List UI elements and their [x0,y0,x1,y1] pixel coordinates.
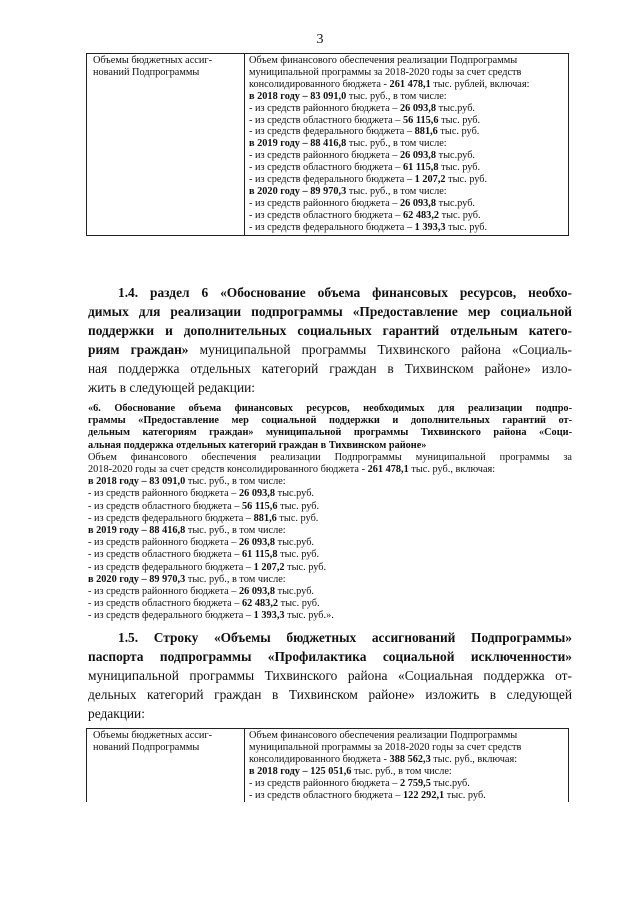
item-value: 26 093,8 [238,488,276,500]
item-value: 2 759,5 [399,777,431,789]
total-value: 388 562,3 [389,753,431,765]
budget-item [88,537,572,549]
para-line: редакции: [88,706,145,721]
label-line: нований Подпрограммы [93,66,200,78]
paragraph-1-4 [88,283,572,397]
total-suffix: тыс. рублей, включая: [430,78,530,90]
year-label: в 2020 году – [88,573,150,585]
year-line [249,138,565,150]
budget-item [88,501,572,513]
item-unit: тыс.руб. [436,102,476,114]
table-value-cell [245,54,569,236]
table-value-cell [245,729,569,803]
item-unit: тыс. руб. [277,549,320,561]
page-number: 3 [316,32,324,47]
budget-table-1 [86,53,569,236]
item-text: - из средств федерального бюджета – [88,561,254,573]
item-unit: тыс. руб. [445,174,488,186]
item-unit: тыс. руб. [437,126,480,138]
total-line [249,79,565,91]
quote-body-line [88,464,572,476]
item-value: 62 483,2 [242,598,279,610]
body-text: 2018-2020 годы за счет средств консолидированного бюджета - [88,464,368,476]
label-line: Объемы бюджетных ассиг- [93,730,213,741]
item-text: - из средств районного бюджета – [249,197,400,209]
paragraph-1-5 [88,628,572,723]
year-total: 88 416,8 [310,138,347,150]
item-text: - из средств областного бюджета – [88,598,243,610]
item-unit: тыс. руб. [445,221,488,233]
item-value: 56 115,6 [403,114,439,126]
total-suffix: тыс. руб., включая: [408,464,496,476]
item-value: 1 393,3 [414,221,446,233]
para-line: ная поддержка отдельных категорий граждан в Тихвинском районе» изло- [88,361,572,376]
year-total: 125 051,6 [310,765,352,777]
para-line: жить в следующей редакции: [88,380,256,395]
para-line [88,340,572,359]
total-suffix: тыс. руб., включая: [430,753,518,765]
year-line [88,574,572,586]
year-total: 83 091,0 [149,476,186,488]
intro-line: муниципальной программы за 2018-2020 годы за счет средств [249,66,522,78]
year-label: в 2019 году – [88,525,150,537]
year-line [88,476,572,488]
quote-heading-line: граммы «Предоставление мер социальной поддержки и дополнительных гарантий от- [88,415,572,427]
para-line: муниципальной программы Тихвинского района «Социальная поддержка от- [88,668,572,683]
budget-item [88,488,572,500]
para-line: димых для реализации подпрограммы «Предоставление мер социальной [88,304,572,319]
item-value: 61 115,8 [403,162,439,174]
item-value: 122 292,1 [403,789,445,801]
item-text: - из средств областного бюджета – [88,500,243,512]
para-line: поддержки и дополнительных социальных гарантий отдельным катего- [88,323,572,338]
item-unit: тыс.руб. [275,537,315,549]
item-text: - из средств федерального бюджета – [88,610,254,622]
item-text: - из средств областного бюджета – [88,549,243,561]
item-value: 881,6 [414,126,438,138]
item-value: 26 093,8 [238,586,276,598]
item-unit: тыс. руб. [438,162,481,174]
year-total: 89 970,3 [149,573,186,585]
intro-line: Объем финансового обеспечения реализации Подпрограммы [249,55,518,66]
total-value: 261 478,1 [367,464,409,476]
budget-item [88,513,572,525]
year-line [249,186,565,198]
para-line: 1.4. раздел 6 «Обоснование объема финансовых ресурсов, необхо- [118,285,572,300]
item-text: - из средств районного бюджета – [88,488,239,500]
budget-item [249,790,565,802]
budget-item [249,162,565,174]
item-text: - из средств районного бюджета – [249,150,400,162]
item-unit: тыс.руб. [275,488,315,500]
budget-item [249,103,565,115]
item-value: 56 115,6 [242,500,278,512]
total-prefix: консолидированного бюджета - [249,78,390,90]
item-text: - из средств областного бюджета – [249,209,404,221]
budget-item [88,586,572,598]
item-text: - из средств федерального бюджета – [249,174,415,186]
item-unit: тыс. руб. [444,789,486,801]
item-value: 26 093,8 [238,537,276,549]
para-line: паспорта подпрограммы «Профилактика социальной исключенности» [88,649,572,664]
year-label: в 2018 году – [249,90,311,102]
total-value: 261 478,1 [389,78,431,90]
year-label: в 2018 году – [88,476,150,488]
year-suffix: тыс. руб., в том числе: [346,138,447,150]
budget-item [88,610,572,622]
item-value: 881,6 [253,512,277,524]
year-suffix: тыс. руб., в том числе: [351,765,452,777]
item-value: 62 483,2 [403,209,440,221]
year-total: 89 970,3 [310,185,347,197]
year-label: в 2018 году – [249,765,311,777]
table-label-cell [87,54,245,236]
year-suffix: тыс. руб., в том числе: [346,90,447,102]
item-unit: тыс. руб. [438,114,481,126]
item-unit: тыс.руб. [436,150,476,162]
year-line [249,91,565,103]
budget-item [249,174,565,186]
para-line: 1.5. Строку «Объемы бюджетных ассигнований Подпрограммы» [118,630,572,645]
budget-item [88,598,572,610]
table-label-cell [87,729,245,803]
item-unit: тыс. руб. [284,561,327,573]
item-text: - из средств федерального бюджета – [88,512,254,524]
year-total: 83 091,0 [310,90,347,102]
item-unit: тыс. руб. [276,512,319,524]
budget-item [249,115,565,127]
year-suffix: тыс. руб., в том числе: [185,573,286,585]
item-unit: тыс. руб.». [284,610,334,622]
year-total: 88 416,8 [149,525,186,537]
item-text: - из средств районного бюджета – [249,777,400,789]
budget-table-2 [86,728,569,802]
total-prefix: консолидированного бюджета - [249,753,390,765]
item-unit: тыс.руб. [275,586,315,598]
budget-item [249,150,565,162]
year-line [249,766,565,778]
item-text: - из средств районного бюджета – [88,537,239,549]
item-text: - из средств областного бюджета – [249,162,404,174]
table-row [87,729,569,803]
budget-item [88,562,572,574]
para-bold-part: риям граждан» [88,342,189,357]
para-normal-part: муниципальной программы Тихвинского района «Социаль- [188,342,572,357]
item-text: - из средств областного бюджета – [249,789,404,801]
item-value: 1 207,2 [253,561,285,573]
intro-line: муниципальной программы за 2018-2020 годы за счет средств [249,741,522,753]
budget-item [249,198,565,210]
year-suffix: тыс. руб., в том числе: [346,185,447,197]
budget-item [88,549,572,561]
table-row [87,54,569,236]
item-value: 26 093,8 [399,150,437,162]
budget-item [249,126,565,138]
year-label: в 2019 году – [249,138,311,150]
para-line: дельных категорий граждан в Тихвинском районе» изложить в следующей [88,687,572,702]
item-unit: тыс. руб. [277,500,320,512]
item-text: - из средств районного бюджета – [249,102,400,114]
item-text: - из средств областного бюджета – [249,114,404,126]
year-suffix: тыс. руб., в том числе: [185,476,286,488]
year-suffix: тыс. руб., в том числе: [185,525,286,537]
item-value: 1 393,3 [253,610,285,622]
item-text: - из средств районного бюджета – [88,586,239,598]
label-line: нований Подпрограммы [93,741,200,753]
year-label: в 2020 году – [249,185,311,197]
item-text: - из средств федерального бюджета – [249,221,415,233]
budget-item [249,778,565,790]
quote-heading-line: дельным категориям граждан» муниципальной программы Тихвинского района «Соци- [88,427,572,439]
item-value: 1 207,2 [414,174,446,186]
quote-heading-line: «6. Обоснование объема финансовых ресурсов, необходимых для реализации подпро- [88,403,572,414]
total-line [249,754,565,766]
budget-item [249,222,565,234]
item-value: 26 093,8 [399,102,437,114]
section-6-quote [88,403,572,623]
budget-item [249,210,565,222]
quote-body-line: Объем финансового обеспечения реализации Подпрограммы муниципальной программы за [88,451,572,463]
item-value: 61 115,8 [242,549,278,561]
item-text: - из средств федерального бюджета – [249,126,415,138]
year-line [88,525,572,537]
label-line: Объемы бюджетных ассиг- [93,55,213,66]
quote-heading-line: альная поддержка отдельных категорий граждан в Тихвинском районе» [88,439,427,451]
item-unit: тыс.руб. [430,777,470,789]
intro-line: Объем финансового обеспечения реализации Подпрограммы [249,730,518,741]
item-unit: тыс.руб. [436,197,476,209]
item-value: 26 093,8 [399,197,437,209]
item-unit: тыс. руб. [278,598,320,610]
item-unit: тыс. руб. [439,209,481,221]
